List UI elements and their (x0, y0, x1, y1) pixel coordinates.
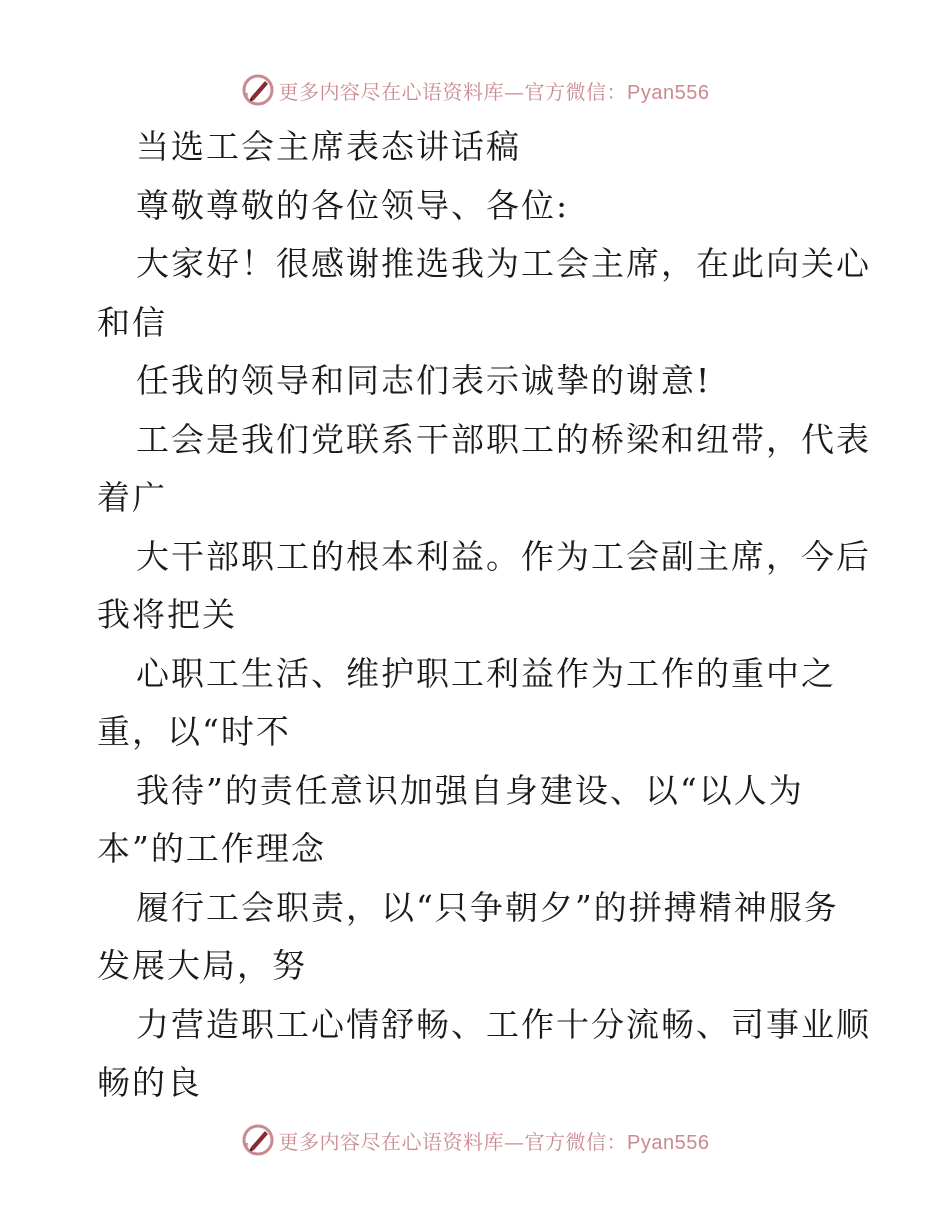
quill-pen-logo-icon (241, 73, 275, 107)
header-wechat-id: Pyan556 (627, 81, 710, 104)
text-line: 本”的工作理念 (97, 829, 326, 868)
text-line: 畅的良 (97, 1063, 202, 1102)
text-line: 重，以“时不 (97, 712, 291, 751)
footer-banner-text: 更多内容尽在心语资料库—官方微信：Pyan556 (278, 1129, 710, 1154)
text-line: 我待”的责任意识加强自身建设、以“以人为 (136, 770, 804, 810)
text-line: 尊敬尊敬的各位领导、各位: (136, 185, 570, 225)
quill-pen-logo-icon (241, 1123, 275, 1157)
text-line: 工会是我们党联系干部职工的桥梁和纽带，代表 (136, 419, 871, 459)
document-title: 当选工会主席表态讲话稿 (136, 127, 521, 166)
text-line: 大家好！很感谢推选我为工会主席，在此向关心 (136, 244, 871, 283)
text-line: 大干部职工的根本利益。作为工会副主席，今后 (136, 536, 871, 576)
header-banner-text: 更多内容尽在心语资料库—官方微信：Pyan556 (278, 79, 710, 104)
footer-banner (0, 1120, 950, 1160)
header-banner (0, 70, 950, 110)
text-line: 履行工会职责，以“只争朝夕”的拼搏精神服务 (136, 887, 839, 927)
text-line: 着广 (97, 478, 167, 517)
text-line: 发展大局，努 (97, 946, 307, 985)
footer-wechat-id: Pyan556 (627, 1131, 710, 1154)
text-line: 心职工生活、维护职工利益作为工作的重中之 (136, 653, 836, 693)
text-line: 我将把关 (97, 595, 237, 634)
text-line: 任我的领导和同志们表示诚挚的谢意! (136, 361, 712, 400)
text-line: 和信 (97, 302, 167, 342)
document-body (97, 118, 871, 1113)
text-line: 力营造职工心情舒畅、工作十分流畅、司事业顺 (136, 1004, 871, 1044)
